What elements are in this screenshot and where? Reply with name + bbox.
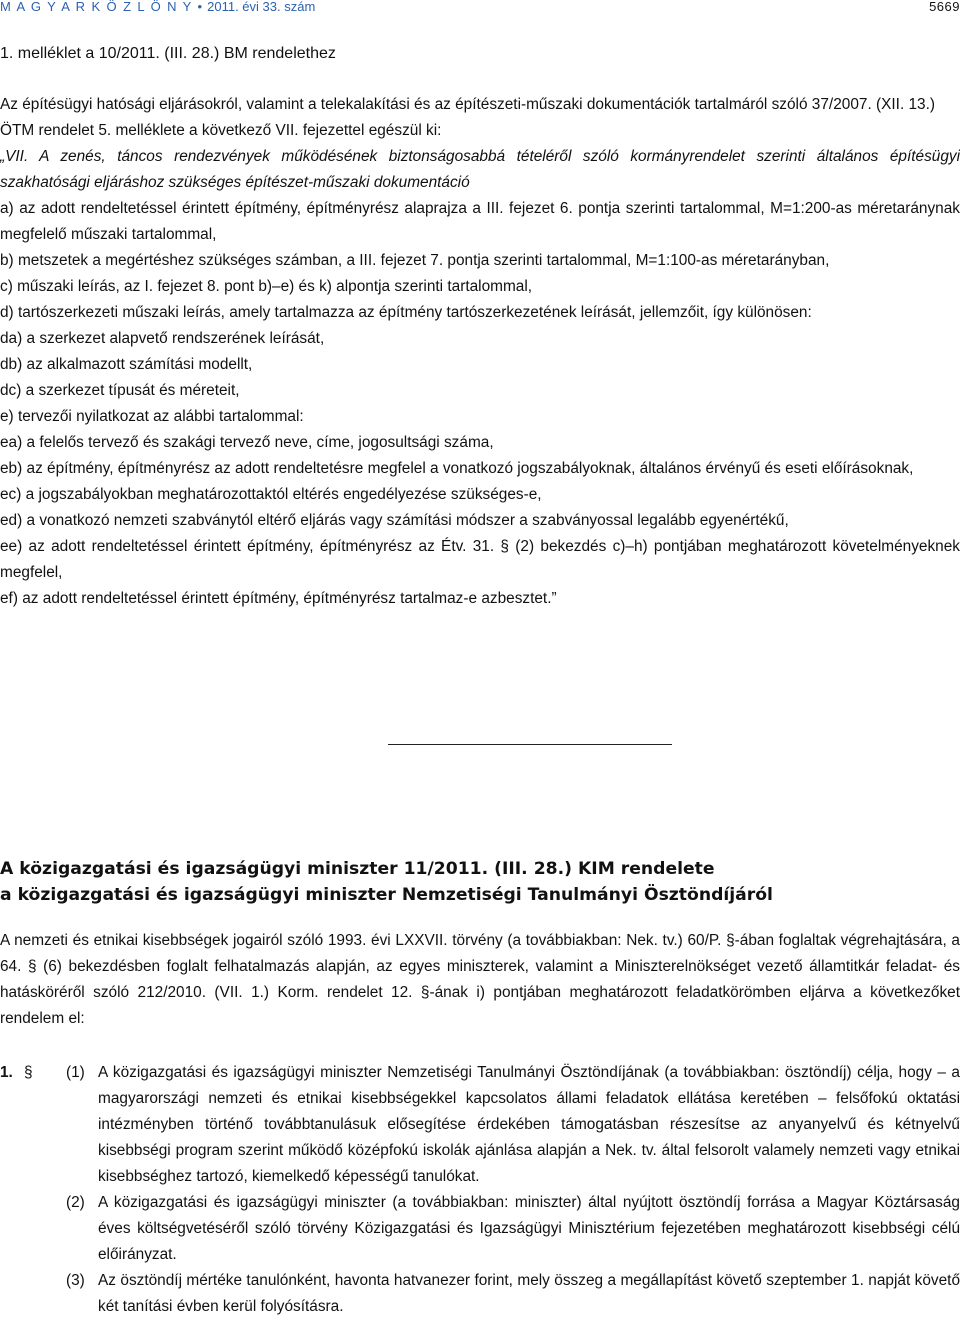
list-item: da) a szerkezet alapvető rendszerének leírását, <box>0 330 325 347</box>
list-item: c) műszaki leírás, az I. fejezet 8. pont b)–e) és k) alpontja szerinti tartalommal, <box>0 278 533 295</box>
list-item: ee) az adott rendeltetéssel érintett építmény, építményrész az Étv. 31. § (2) bekezdés c)–h) pontjában meghatározott követelményeknek megfelel, <box>0 538 960 581</box>
page-number: 5669 <box>929 0 960 14</box>
list-item: b) metszetek a megértéshez szükséges számban, a III. fejezet 7. pontja szerinti tartalommal, M=1:100-as méretarányban, <box>0 252 830 269</box>
paragraph-text: A közigazgatási és igazságügyi miniszter (a továbbiakban: miniszter) által nyújtott ösztöndíj forrása a Magyar Köztársaság éves költségvetéséről szóló törvény Közigazgatási és Igazságügyi Minisztérium fejezetében meghatározott kisebbségi célú előirányzat. <box>98 1194 960 1263</box>
journal-title: M A G Y A R K Ö Z L Ö N Y <box>0 0 193 14</box>
list-item: ef) az adott rendeltetéssel érintett építmény, építményrész tartalmaz-e azbesztet.” <box>0 590 557 607</box>
issue-info: 2011. évi 33. szám <box>207 0 316 14</box>
decree-title: A közigazgatási és igazságügyi miniszter 11/2011. (III. 28.) KIM rendelete <box>0 859 715 879</box>
decree-heading <box>0 856 960 908</box>
section-number: 1. <box>0 1064 13 1081</box>
paragraph-1 <box>66 1060 960 1190</box>
list-item: ea) a felelős tervező és szakági tervező neve, címe, jogosultsági száma, <box>0 434 494 451</box>
paragraph-2 <box>66 1190 960 1268</box>
list-item: ed) a vonatkozó nemzeti szabványtól eltérő eljárás vagy számítási módszer a szabványossal legalább egyenértékű, <box>0 512 789 529</box>
decree-preamble: A nemzeti és etnikai kisebbségek jogairól szóló 1993. évi LXXVII. törvény (a továbbiakban: Nek. tv.) 60/P. §-ában foglaltak végrehajtására, a 64. § (6) bekezdésben foglalt felhatalmazás alapján, az egyes miniszterek, valamint a Miniszterelnökséget vezető államtitkár feladat- és hatásköréről szóló 212/2010. (VII. 1.) Korm. rendelet 12. §-ának i) pontjában meghatározott feladatkörömben eljárva a következőket rendelem el: <box>0 932 960 1027</box>
paragraph-text: A közigazgatási és igazságügyi miniszter Nemzetiségi Tanulmányi Ösztöndíjának (a továbbiakban: ösztöndíj) célja, hogy – a magyarországi nemzeti és etnikai kisebbségekkel kapcsolatos állami feladatok ellátása keretében – felsőfokú oktatási intézményben történő továbbtanulásuk elősegítése érdekében támogatásban részesítse az anyanyelvű és kétnyelvű kisebbségi program szerint működő középfokú iskolák ajánlása alapján a Nek. tv. által felsorolt valamely nemzeti vagy etnikai kisebbséghez tartozó, kiemelkedő képességű tanulókat. <box>98 1064 960 1185</box>
paragraph-number: (1) <box>66 1064 85 1081</box>
list-item: ec) a jogszabályokban meghatározottaktól eltérés engedélyezése szükséges-e, <box>0 486 542 503</box>
annex-reference: 1. melléklet a 10/2011. (III. 28.) BM rendelethez <box>0 45 336 62</box>
list-item: eb) az építmény, építményrész az adott rendeltetésre megfelel a vonatkozó jogszabályoknak, általános érvényű és eseti előírásoknak, <box>0 460 914 477</box>
paragraph-text: Az ösztöndíj mértéke tanulónként, havonta hatvanezer forint, mely összeg a megállapítást követő szeptember 1. napját követő két tanítási évben kerül folyósításra. <box>98 1272 960 1315</box>
section-divider <box>388 744 672 745</box>
paragraph-3 <box>66 1268 960 1320</box>
intro-paragraph: Az építésügyi hatósági eljárásokról, valamint a telekalakítási és az építészeti-műszaki dokumentációk tartalmáról szóló 37/2007. (XII. 13.) ÖTM rendelet 5. melléklete a következő VII. fejezettel egészül ki: <box>0 96 936 139</box>
list-item: e) tervezői nyilatkozat az alábbi tartalommal: <box>0 408 304 425</box>
header-bullet: • <box>197 0 203 14</box>
page-header <box>0 0 960 14</box>
chapter-title: „VII. A zenés, táncos rendezvények működésének biztonságosabbá tételéről szóló kormányrendelet szerinti általános építésügyi szakhatósági eljáráshoz szükséges építészet-műszaki dokumentáció <box>0 148 960 191</box>
list-item: d) tartószerkezeti műszaki leírás, amely tartalmazza az építmény tartószerkezetének leírását, jellemzőit, így különösen: <box>0 304 812 321</box>
journal-masthead <box>0 0 315 14</box>
annex-body <box>0 92 960 612</box>
section-1 <box>0 1060 960 1320</box>
list-item: dc) a szerkezet típusát és méreteit, <box>0 382 240 399</box>
paragraph-number: (3) <box>66 1272 85 1289</box>
decree-preamble-block <box>0 928 960 1032</box>
list-item: a) az adott rendeltetéssel érintett építmény, építményrész alaprajza a III. fejezet 6. pontja szerinti tartalommal, M=1:200-as méretaránynak megfelelő műszaki tartalommal, <box>0 200 960 243</box>
list-item: db) az alkalmazott számítási modellt, <box>0 356 253 373</box>
decree-subtitle: a közigazgatási és igazságügyi miniszter Nemzetiségi Tanulmányi Ösztöndíjáról <box>0 885 773 905</box>
paragraph-number: (2) <box>66 1194 85 1211</box>
section-sign: § <box>24 1064 33 1081</box>
